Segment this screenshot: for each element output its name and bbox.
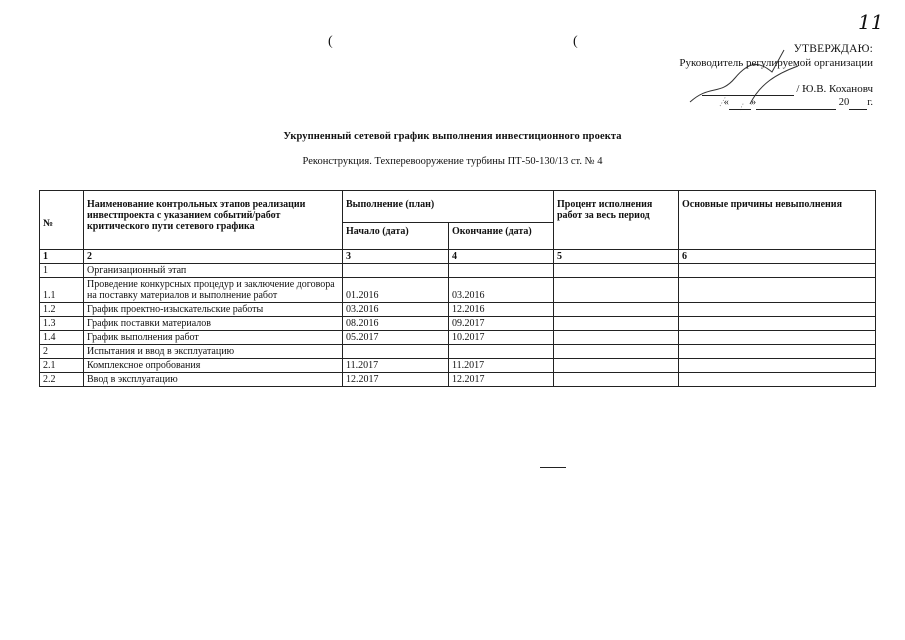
right-paren-mark: ( (573, 34, 578, 49)
approval-date-line (613, 96, 873, 110)
table-row (40, 303, 876, 317)
page-number: 11 (858, 10, 884, 34)
table-row (40, 264, 876, 278)
row-percent (554, 359, 679, 373)
row-reasons (679, 303, 876, 317)
row-end: 11.2017 (449, 359, 554, 373)
row-num: 1 (40, 264, 84, 278)
table-row (40, 278, 876, 303)
approval-name: Ю.В. Кохановч (802, 83, 873, 95)
row-end: 12.2017 (449, 373, 554, 387)
header-start: Начало (дата) (343, 223, 449, 250)
schedule-table (39, 190, 876, 387)
row-percent (554, 373, 679, 387)
row-name: График выполнения работ (84, 331, 343, 345)
row-start (343, 264, 449, 278)
row-name: Комплексное опробования (84, 359, 343, 373)
table-row (40, 373, 876, 387)
row-reasons (679, 345, 876, 359)
date-month-blank (756, 99, 836, 110)
table-row (40, 331, 876, 345)
row-end (449, 264, 554, 278)
document-title: Укрупненный сетевой график выполнения инвестиционного проекта (283, 131, 622, 142)
header-percent: Процент исполнения работ за весь период (554, 191, 679, 250)
index-cell: 1 (40, 250, 84, 264)
table-row (40, 317, 876, 331)
row-reasons (679, 278, 876, 303)
header-name: Наименование контрольных этапов реализации инвестпроекта с указанием событий/работ критического пути сетевого графика (84, 191, 343, 250)
row-reasons (679, 373, 876, 387)
header-row-1 (40, 191, 876, 223)
pen-stroke-mark (540, 467, 566, 468)
row-start: 03.2016 (343, 303, 449, 317)
row-end (449, 345, 554, 359)
row-name: Ввод в эксплуатацию (84, 373, 343, 387)
index-cell: 2 (84, 250, 343, 264)
approval-block (613, 42, 873, 110)
approval-title: УТВЕРЖДАЮ: (793, 43, 873, 55)
row-reasons (679, 331, 876, 345)
row-reasons (679, 264, 876, 278)
left-paren-mark: ( (328, 34, 333, 49)
row-name: Проведение конкурсных процедур и заключение договора на поставку материалов и выполнение работ (84, 278, 343, 303)
date-year-prefix: 20 (838, 97, 850, 108)
row-name: График поставки материалов (84, 317, 343, 331)
row-num: 2.2 (40, 373, 84, 387)
approval-position: Руководитель регулируемой организации (679, 57, 873, 69)
table-row (40, 359, 876, 373)
row-percent (554, 331, 679, 345)
row-end: 09.2017 (449, 317, 554, 331)
signature-underline (702, 85, 794, 96)
header-plan: Выполнение (план) (343, 191, 554, 223)
row-num: 1.4 (40, 331, 84, 345)
row-num: 1.3 (40, 317, 84, 331)
row-name: График проектно-изыскательские работы (84, 303, 343, 317)
header-end: Окончание (дата) (449, 223, 554, 250)
header-reasons: Основные причины невыполнения (679, 191, 876, 250)
row-percent (554, 345, 679, 359)
row-start: 08.2016 (343, 317, 449, 331)
row-num: 2 (40, 345, 84, 359)
index-cell: 5 (554, 250, 679, 264)
row-start (343, 345, 449, 359)
approval-signature-line: / Ю.В. Кохановч (613, 82, 873, 96)
row-end: 12.2016 (449, 303, 554, 317)
index-cell: 6 (679, 250, 876, 264)
row-start: 01.2016 (343, 278, 449, 303)
date-year-blank (849, 99, 867, 110)
row-num: 2.1 (40, 359, 84, 373)
document-subtitle: Реконструкция. Техперевооружение турбины ПТ-50-130/13 ст. № 4 (302, 156, 603, 167)
row-start: 11.2017 (343, 359, 449, 373)
date-suffix: г. (867, 97, 873, 108)
date-close-quote: » (750, 97, 757, 108)
header-num: № (40, 191, 84, 250)
index-cell: 4 (449, 250, 554, 264)
row-name: Испытания и ввод в эксплуатацию (84, 345, 343, 359)
row-percent (554, 303, 679, 317)
row-reasons (679, 317, 876, 331)
row-percent (554, 264, 679, 278)
table-row (40, 345, 876, 359)
index-row (40, 250, 876, 264)
row-percent (554, 278, 679, 303)
row-start: 05.2017 (343, 331, 449, 345)
index-cell: 3 (343, 250, 449, 264)
row-reasons (679, 359, 876, 373)
row-end: 10.2017 (449, 331, 554, 345)
row-end: 03.2016 (449, 278, 554, 303)
row-num: 1.1 (40, 278, 84, 303)
row-name: Организационный этап (84, 264, 343, 278)
date-open-quote: « (723, 97, 729, 108)
row-num: 1.2 (40, 303, 84, 317)
date-day-blank (729, 99, 751, 110)
row-start: 12.2017 (343, 373, 449, 387)
row-percent (554, 317, 679, 331)
